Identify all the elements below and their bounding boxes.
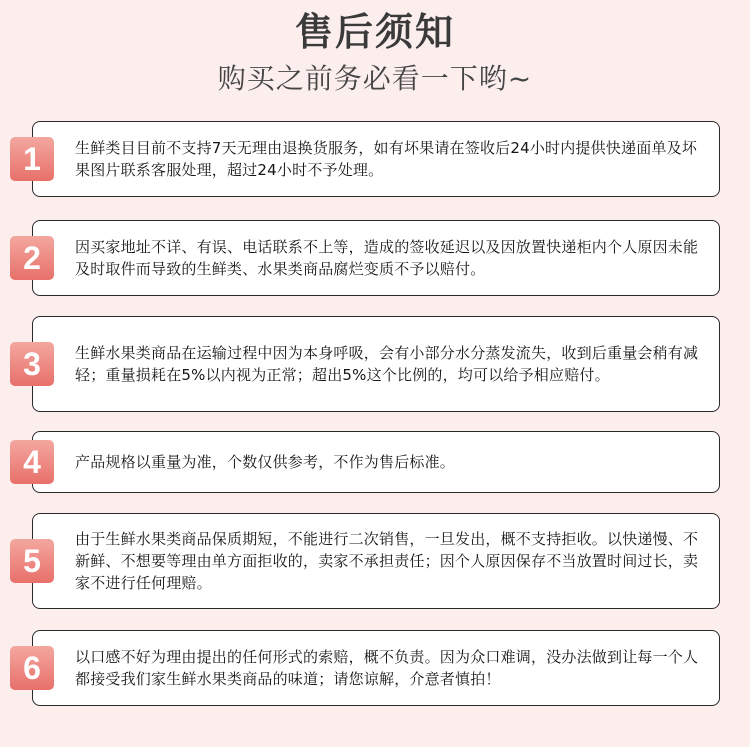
- page-subtitle: 购买之前务必看一下哟~: [217, 62, 533, 95]
- notice-text: 生鲜类目目前不支持7天无理由退换货服务，如有坏果请在签收后24小时内提供快递面单及坏果图片联系客服处理，超过24小时不予处理。: [75, 139, 698, 179]
- notice-text: 由于生鲜水果类商品保质期短，不能进行二次销售，一旦发出，概不支持拒收。以快递慢、不新鲜、不想要等理由单方面拒收的，卖家不承担责任；因个人原因保存不当放置时间过长，卖家不进行任何理赔。: [75, 530, 699, 592]
- number-badge: 5: [10, 539, 54, 583]
- number-badge: 6: [10, 646, 54, 690]
- page-title: 售后须知: [294, 10, 455, 54]
- notice-item-4: [10, 431, 720, 493]
- notice-box: [32, 431, 720, 493]
- notice-box: [32, 220, 720, 296]
- number-badge: 2: [10, 236, 54, 280]
- notice-item-6: [10, 630, 720, 706]
- notice-item-2: [10, 220, 720, 296]
- notice-item-1: [10, 121, 720, 197]
- notice-item-5: [10, 513, 720, 609]
- number-badge: 3: [10, 342, 54, 386]
- notice-box: [32, 630, 720, 706]
- notice-item-3: [10, 316, 720, 412]
- notice-text: 因买家地址不详、有误、电话联系不上等，造成的签收延迟以及因放置快递柜内个人原因未能及时取件而导致的生鲜类、水果类商品腐烂变质不予以赔付。: [75, 238, 699, 278]
- number-badge: 1: [10, 137, 54, 181]
- notice-box: [32, 316, 720, 412]
- number-badge: 4: [10, 440, 54, 484]
- notice-text: 以口感不好为理由提出的任何形式的索赔，概不负责。因为众口难调，没办法做到让每一个人都接受我们家生鲜水果类商品的味道；请您谅解，介意者慎拍！: [75, 648, 699, 688]
- notice-text: 产品规格以重量为准，个数仅供参考，不作为售后标准。: [75, 453, 456, 471]
- notice-text: 生鲜水果类商品在运输过程中因为本身呼吸，会有小部分水分蒸发流失，收到后重量会稍有减轻；重量损耗在5%以内视为正常；超出5%这个比例的，均可以给予相应赔付。: [75, 344, 699, 384]
- notice-box: [32, 513, 720, 609]
- notice-box: [32, 121, 720, 197]
